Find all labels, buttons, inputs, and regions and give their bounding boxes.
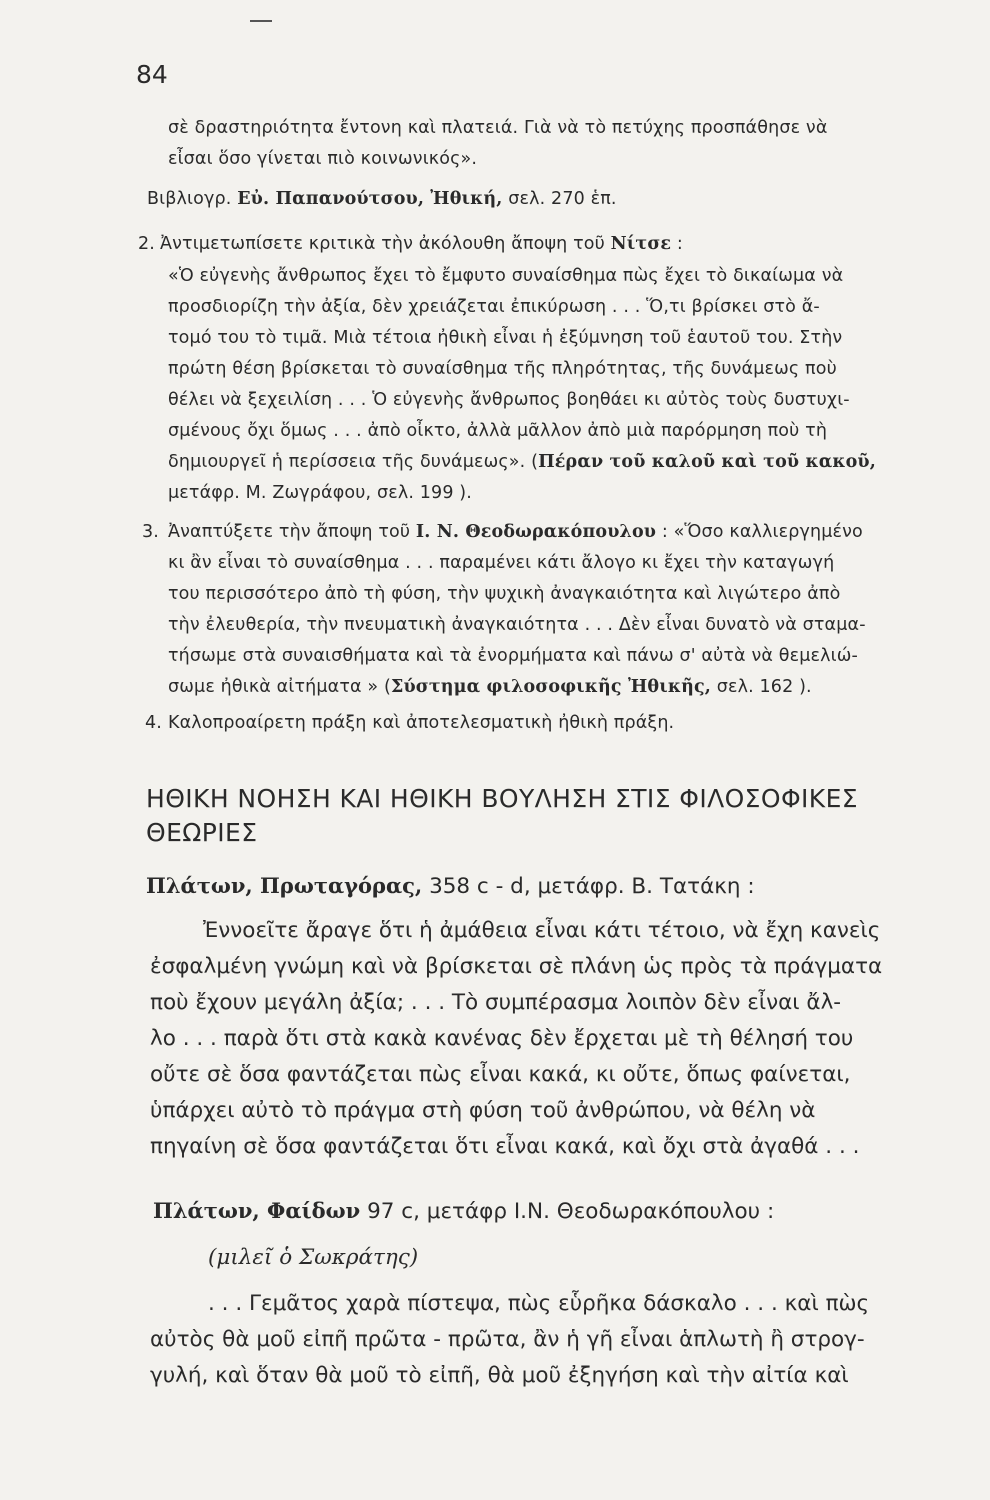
quote-line: πρώτη θέση βρίσκεται τὸ συναίσθημα τῆς πληρότητας, τῆς δυνάμεως ποὺ [168,359,837,379]
work-title: Πέραν τοῦ καλοῦ καὶ τοῦ κακοῦ, [538,452,876,472]
source-title: Πλάτων, Φαίδων [153,1198,361,1223]
speaker-note: (μιλεῖ ὁ Σωκράτης) [208,1245,419,1270]
quote-line: τήσωμε στὰ συναισθήματα καὶ τὰ ἐνορμήματα καὶ πάνω σ' αὐτὰ νὰ θεμελιώ- [168,646,858,666]
prompt-author: Ι. Ν. Θεοδωρακόπουλου [415,522,657,542]
intro-line: εἶσαι ὅσο γίνεται πιὸ κοινωνικός». [168,149,478,169]
exercise-prompt: Καλοπροαίρετη πράξη καὶ ἀποτελεσματικὴ ἠθικὴ πράξη. [168,713,675,733]
page-number: 84 [136,60,168,89]
passage-line: ἐσφαλμένη γνώμη καὶ νὰ βρίσκεται σὲ πλάνη ὡς πρὸς τὰ πράγματα [150,954,883,979]
source-phaedo [153,1198,774,1224]
passage-line: οὔτε σὲ ὅσα φαντάζεται πὼς εἶναι κακά, κι οὔτε, ὅπως φαίνεται, [150,1062,851,1087]
bibliography-line [147,189,617,209]
bibliography-prefix: Βιβλιογρ. [147,189,232,209]
passage-line: πηγαίνη σὲ ὅσα φαντάζεται ὅτι εἶναι κακά, καὶ ὄχι στὰ ἀγαθά . . . [150,1134,860,1159]
quote-end: δημιουργεῖ ἡ περίσσεια τῆς δυνάμεως». ( [168,452,539,472]
passage-line: ποὺ ἔχουν μεγάλη ἀξία; . . . Τὸ συμπέρασμα λοιπὸν δὲν εἶναι ἄλ- [150,990,842,1015]
top-mark [250,20,272,22]
passage-line: αὐτὸς θὰ μοῦ εἰπῆ πρῶτα - πρῶτα, ἂν ἡ γῆ εἶναι ἁπλωτὴ ἢ στρογ- [150,1327,865,1352]
passage-line: Ἐννοεῖτε ἄραγε ὅτι ἡ ἀμάθεια εἶναι κάτι τέτοιο, νὰ ἔχη κανεὶς [203,918,881,943]
quote-line: «Ὁ εὐγενὴς ἄνθρωπος ἔχει τὸ ἔμφυτο συναίσθημα πὼς ἔχει τὸ δικαίωμα νὰ [168,266,844,286]
prompt-text: Ἀναπτύξετε τὴν ἄποψη τοῦ [168,522,411,542]
passage-line: . . . Γεμᾶτος χαρὰ πίστεψα, πὼς εὗρῆκα δάσκαλο . . . καὶ πὼς [208,1291,870,1316]
quote-line: του περισσότερο ἀπὸ τὴ φύση, τὴν ψυχικὴ ἀναγκαιότητα καὶ λιγώτερο ἀπὸ [168,584,841,604]
source-reference: 97 c, μετάφρ Ι.Ν. Θεοδωρακόπουλου : [367,1199,775,1224]
passage-line: λο . . . παρὰ ὅτι στὰ κακὰ κανένας δὲν ἔρχεται μὲ τὴ θέλησή του [150,1026,854,1051]
bibliography-author: Εὐ. Παπανούτσου, Ἠθική, [237,189,503,209]
bibliography-pages: σελ. 270 ἑπ. [508,189,617,209]
prompt-suffix: : [676,234,683,254]
quote-end: σωμε ἠθικὰ αἰτήματα » ( [168,677,391,697]
quote-line: θέλει νὰ ξεχειλίση . . . Ὁ εὐγενὴς ἄνθρωπος βοηθάει κι αὐτὸς τοὺς δυστυχι- [168,390,850,410]
exercise-prompt [168,522,863,542]
exercise-number: 2. [138,234,155,254]
source-protagoras [146,873,755,899]
source-title: Πλάτων, Πρωταγόρας, [146,873,423,898]
section-heading-line2: ΘΕΩΡΙΕΣ [146,818,258,847]
translation-note: μετάφρ. Μ. Ζωγράφου, σελ. 199 ). [168,483,473,503]
exercise-prompt [160,234,683,254]
quote-line-final [168,677,812,697]
intro-line: σὲ δραστηριότητα ἔντονη καὶ πλατειά. Γιὰ νὰ τὸ πετύχης προσπάθησε νὰ [168,118,828,138]
prompt-author: Νίτσε [610,234,672,254]
section-heading: ΗΘΙΚΗ ΝΟΗΣΗ ΚΑΙ ΗΘΙΚΗ ΒΟΥΛΗΣΗ ΣΤΙΣ ΦΙΛΟΣΟΦΙΚΕΣ [146,784,858,813]
prompt-suffix: : «Ὅσο καλλιεργημένο [661,522,863,542]
quote-line: σμένους ὄχι ὅμως . . . ἀπὸ οἶκτο, ἀλλὰ μᾶλλον ἀπὸ μιὰ παρόρμηση ποὺ τὴ [168,421,828,441]
quote-line: τομό του τὸ τιμᾶ. Μιὰ τέτοια ἠθικὴ εἶναι ἡ ἐξύμνηση τοῦ ἑαυτοῦ του. Στὴν [168,328,843,348]
work-title: Σύστημα φιλοσοφικῆς Ἠθικῆς, [390,677,712,697]
prompt-text: Ἀντιμετωπίσετε κριτικὰ τὴν ἀκόλουθη ἄποψη τοῦ [160,234,605,254]
source-reference: 358 c - d, μετάφρ. Β. Τατάκη : [429,874,755,899]
page-ref: σελ. 162 ). [716,677,812,697]
quote-line: προσδιορίζη τὴν ἀξία, δὲν χρειάζεται ἐπικύρωση . . . Ὅ,τι βρίσκει στὸ ἄ- [168,297,820,317]
exercise-number: 3. [142,522,159,542]
exercise-number: 4. [145,713,162,733]
passage-line: γυλή, καὶ ὅταν θὰ μοῦ τὸ εἰπῆ, θὰ μοῦ ἐξηγήση καὶ τὴν αἰτία καὶ [150,1363,849,1388]
passage-line: ὑπάρχει αὐτὸ τὸ πράγμα στὴ φύση τοῦ ἀνθρώπου, νὰ θέλη νὰ [150,1098,816,1123]
quote-line: κι ἂν εἶναι τὸ συναίσθημα . . . παραμένει κάτι ἄλογο κι ἔχει τὴν καταγωγή [168,553,835,573]
quote-line: τὴν ἐλευθερία, τὴν πνευματικὴ ἀναγκαιότητα . . . Δὲν εἶναι δυνατὸ νὰ σταμα- [168,615,866,635]
quote-line-final [168,452,876,472]
